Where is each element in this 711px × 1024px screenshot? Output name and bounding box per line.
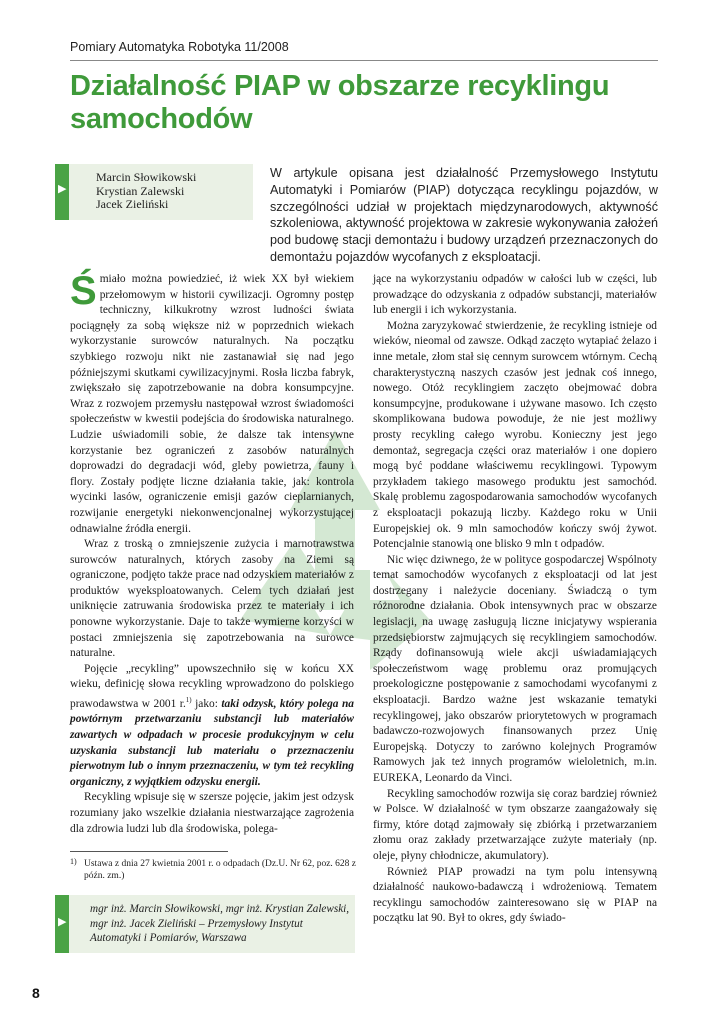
paragraph: Wraz z troską o zmniejszenie zużycia i marnotrawstwa surowców naturalnych, których zasoby na Ziemi są ograniczone, podjęto także prace nad odzyskiem materiałów z produktów wyeksploatowanych. Celem tych działań jest uniknięcie zatruwania środowiska przez te materiały i ich ponowne wykorzystanie. Daje to także wymierne korzyści w postaci zmniejszenia się zapotrzebowania na surowce naturalne.: [70, 538, 354, 660]
body-column-right: [373, 272, 657, 927]
article-title: [70, 70, 670, 136]
page-number: 8: [32, 985, 40, 1001]
author-name: Jacek Zieliński: [96, 197, 169, 211]
author-marker: [55, 164, 69, 220]
paragraph: Recykling wpisuje się w szersze pojęcie, jakim jest odzysk rozumiany jako wszelkie działania niestwarzające zagrożenia dla zdrowia ludzi lub dla środowiska, polega-: [70, 791, 354, 835]
footnote: Ustawa z dnia 27 kwietnia 2001 r. o odpadach (Dz.U. Nr 62, poz. 628 z późn. zm.): [84, 859, 356, 881]
triangle-right-icon: ▶: [58, 182, 67, 195]
paragraph: Również PIAP prowadzi na tym polu intensywną działalność naukowo-badawczą i wdrożeniową. Tematem recyklingu samochodów zainteresowano się w PIAP na początku lat 90. Był to okres, gdy świado-: [373, 865, 657, 925]
author-name: Krystian Zalewski: [96, 183, 185, 198]
paragraph: Można zaryzykować stwierdzenie, że recykling istnieje od wieków, nieomal od zawsze. Odkąd zaczęto wytapiać żelazo i inne metale, złom stał się cennym surowcem wtórnym. Cechą charakterystyczną naszych czasów jest jednak coś innego, nowego. Otóż recyklingiem zaczęto obejmować dobra konsumpcyjne, produkowane i używane masowo. Ich często skomplikowana budowa powoduje, że nie jest możliwy prosty recykling całego wyrobu. Konieczny jest jego demontaż, segregacja części oraz materiałów i one dopiero mogą być poddane właściwemu recyklingowi. Typowym przykładem takiego masowego produktu jest samochód. Skalę problemu zagospodarowania samochodów wycofanych z eksploatacji pokazują liczby. Każdego roku w Unii Europejskiej ok. 9 mln samochodów kończy swój żywot. Potencjalnie stanowią one blisko 9 mln t odpadów.: [373, 319, 657, 551]
recycling-definition: taki odzysk, który polega na powtórnym przetwarzaniu substancji lub materiałów zawartych w odpadach w procesie produkcyjnym w celu uzyskania substancji lub materiału o przeznaczeniu pierwotnym lub o innym przeznaczeniu, w tym też recykling organiczny, z wyjątkiem odzysku energii.: [70, 697, 354, 788]
paragraph: jące na wykorzystaniu odpadów w całości lub w części, lub prowadzące do odzyskania z odpadów substancji, materiałów lub energii i ich wykorzystania.: [373, 273, 657, 317]
abstract: W artykule opisana jest działalność Przemysłowego Instytutu Automatyki i Pomiarów (PIAP) dotycząca recyklingu pojazdów, w szczególności udział w projektach międzynarodowych, aktywność szkoleniowa, aktywność projektowa w zakresie wykonywania założeń pod budowę stacji demontażu i budowy urządzeń przeznaczonych do demontażu pojazdów wycofanych z eksploatacji.: [270, 166, 658, 264]
paragraph: Śmiało można powiedzieć, iż wiek XX był wiekiem przełomowym w historii cywilizacji. Ogromny postęp techniczny, kilkukrotny wzrost ludności świata pociągnęły za sobą większe niż w poprzednich wiekach wykorzystanie surowców naturalnych. Na początku szybkiego rozwoju nikt nie zastanawiał się nad jego późniejszymi skutkami cywilizacyjnymi. Rosła liczba fabryk, zwiększało się zapotrzebowanie na dobra konsumpcyjne. Wraz z rozwojem przemysłu następował wzrost świadomości społeczeństw w kwestii podejścia do środowiska naturalnego. Ludzie uświadomili sobie, że dalsze tak intensywne korzystanie bez ograniczeń z zasobów naturalnych doprowadzi do degradacji wód, gleby powietrza, fauny i flory. Zostały podjęte liczne działania takie, jak: kontrola wycinki lasów, ograniczenie emisji gazów cieplarnianych, rozwijanie energetyki niekonwencjonalnej wykorzystującej odnawialne źródła energii.: [70, 269, 354, 535]
paragraph: Nic więc dziwnego, że w polityce gospodarczej Wspólnoty temat samochodów wycofanych z eksploatacji od lat jest dostrzegany i należycie doceniany. Świadczą o tym różnorodne działania. Obok intensywnych prac w obszarze legislacji, na uwagę zasługują liczne inicjatywy wspierania przedsiębiorstw zajmujących się recyklingiem samochodów. Rządy dofinansowują wiele akcji uświadamiających społeczeństwom wagę problemu oraz promujących proekologiczne postępowanie z samochodami wycofanymi z eksploatacji. Bardzo ważne jest wskazanie tematyki recyklingowej, jako obszarów priorytetowych w programach badawczo-rozwojowych finansowanych przez Unię Europejską. Dotyczy to zarówno kolejnych Programów Ramowych jak też innych programów wieloletnich, m.in. EUREKA, Leonardo da Vinci.: [373, 553, 657, 784]
header-divider: [70, 60, 658, 61]
author-affiliation: mgr inż. Marcin Słowikowski, mgr inż. Krystian Zalewski, mgr inż. Jacek Zieliński – Przemysłowy Instytut Automatyki i Pomiarów, Warszawa: [90, 903, 350, 944]
triangle-right-icon: ▶: [58, 915, 67, 928]
title-line-1: Działalność PIAP w obszarze recyklingu: [70, 70, 610, 102]
footnote-marker: 1): [70, 857, 77, 866]
drop-cap: Ś: [70, 269, 97, 313]
paragraph: Pojęcie „recykling” upowszechniło się w końcu XX wieku, definicję słowa recykling wprowadzono do polskiego prawodawstwa w 2001 r.$^{1)}$ jako: taki odzysk, który polega na powtórnym przetwarzaniu substancji lub materiałów zawartych w odpadach w procesie produkcyjnym w celu uzyskania substancji lub materiału o przeznaczeniu pierwotnym lub o innym przeznaczeniu, w tym też recykling organiczny, z wyjątkiem odzysku energii.: [70, 662, 354, 788]
author-name: Marcin Słowikowski: [96, 170, 197, 184]
footnote-divider: [70, 851, 228, 852]
bio-marker: [55, 895, 69, 953]
title-line-2: samochodów: [70, 103, 253, 135]
journal-header: Pomiary Automatyka Robotyka 11/2008: [70, 40, 289, 54]
footnote-ref: 1): [185, 696, 192, 705]
body-column-left: [70, 269, 354, 837]
author-list: [96, 171, 196, 212]
paragraph: Recykling samochodów rozwija się coraz bardziej również w Polsce. W działalność w tym obszarze zaangażowały się firmy, które dotąd zajmowały się zbiórką i przetwarzaniem złomu oraz zakłady przetwarzające zużyte materiały (np. oleje, płyny chłodnicze, akumulatory).: [373, 787, 657, 862]
